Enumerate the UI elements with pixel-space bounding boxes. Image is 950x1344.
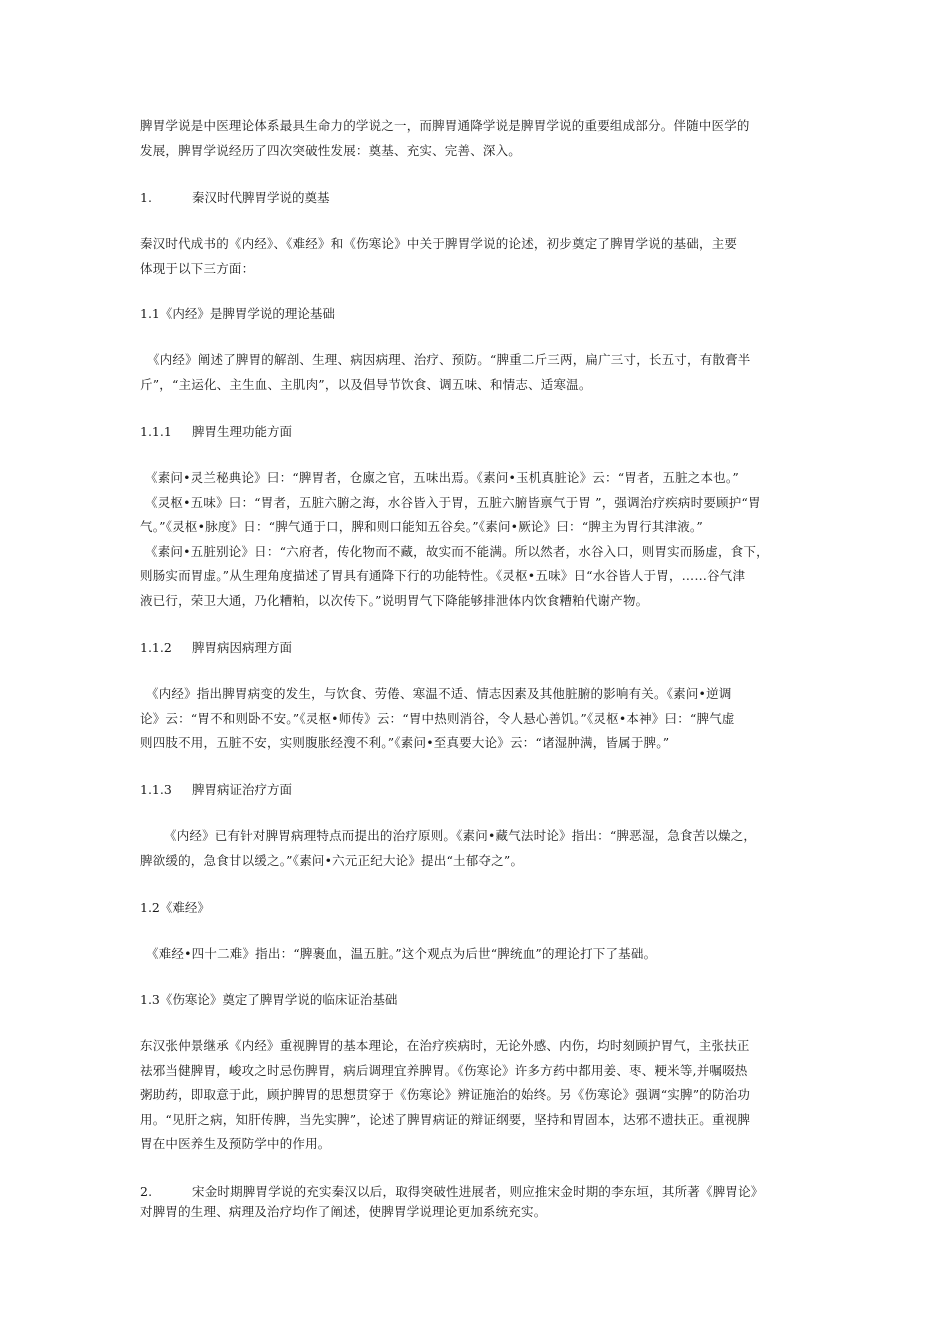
text-line: 《灵枢•五味》曰：“胃者，五脏六腑之海，水谷皆入于胃，五脏六腑皆禀气于胃 ”，强调治疗疾病时要顾护“胃 bbox=[145, 494, 761, 510]
neijing-paragraph bbox=[140, 348, 837, 397]
section-heading-1-2 bbox=[140, 896, 210, 920]
text-line: 脾欲缓的，急食甘以缓之。”《素问•六元正纪大论》提出“土郁夺之”。 bbox=[140, 852, 524, 868]
heading-text: 脾胃病证治疗方面 bbox=[192, 782, 293, 797]
text-line: 则四肢不用，五脏不安，实则腹胀经溲不利。”《素问•至真要大论》云：“诸湿肿满，皆属于脾。” bbox=[140, 735, 670, 750]
text-line: 祛邪当健脾胃，峻攻之时忌伤脾胃，病后调理宜养脾胃。《伤寒论》许多方药中都用姜、枣、粳米等,并嘱啜热 bbox=[140, 1062, 748, 1078]
section-heading-1-1-2 bbox=[140, 636, 292, 660]
heading-number: 2. bbox=[140, 1184, 153, 1199]
pathology-paragraph bbox=[140, 682, 836, 756]
section-heading-1-1-3 bbox=[140, 778, 292, 802]
text-line: 则肠实而胃虚。”从生理角度描述了胃具有通降下行的功能特性。《灵枢•五味》日“水谷皆人于胃，……谷气津 bbox=[140, 568, 746, 583]
text-line: 东汉张仲景继承《内经》重视脾胃的基本理论，在治疗疾病时，无论外感、内伤，均时刻顾护胃气，主张扶正 bbox=[140, 1038, 750, 1053]
text-line: 《素问•灵兰秘典论》曰：“脾胃者，仓廪之官，五味出焉。《素问•玉机真脏论》云：“胃者，五脏之本也。” bbox=[145, 470, 739, 485]
text-line: 胃在中医养生及预防学中的作用。 bbox=[140, 1136, 331, 1151]
intro-paragraph bbox=[140, 114, 830, 163]
heading-number: 1.1.3 bbox=[140, 782, 172, 797]
section-heading-1-1 bbox=[140, 302, 335, 326]
text-line: 体现于以下三方面： bbox=[140, 260, 255, 276]
treatment-paragraph bbox=[140, 824, 830, 873]
nanjing-paragraph bbox=[146, 942, 836, 967]
heading-text: 脾胃生理功能方面 bbox=[192, 424, 293, 439]
heading-number: 1. bbox=[140, 190, 152, 205]
physiology-paragraph bbox=[140, 466, 835, 613]
heading-text: 秦汉时代脾胃学说的奠基 bbox=[192, 190, 330, 205]
text-line: 《素问•五脏别论》日：“六府者，传化物而不藏，故实而不能满。所以然者，水谷入口，则胃实而肠虚，食下， bbox=[145, 543, 769, 559]
text-line: 论》云：“胃不和则卧不安。”《灵枢•师传》云：“胃中热则消谷，令人悬心善饥。”《灵枢•本神》曰：“脾气虚 bbox=[140, 710, 735, 726]
text-line: 用。“见肝之病，知肝传脾，当先实脾”，论述了脾胃病证的辩证纲要，坚持和胃固本，达邪不遗扶正。重视脾 bbox=[140, 1111, 751, 1127]
heading-text: 1.1《内经》是脾胃学说的理论基础 bbox=[140, 306, 335, 321]
shanghan-paragraph bbox=[140, 1034, 830, 1157]
text-line: 粥助药，即取意于此，顾护脾胃的思想贯穿于《伤寒论》辨证施治的始终。另《伤寒论》强调“实脾”的防治功 bbox=[140, 1087, 751, 1102]
songjin-paragraph bbox=[140, 1182, 830, 1222]
text-line: 《难经•四十二难》指出：“脾裹血，温五脏。”这个观点为后世“脾统血”的理论打下了基础。 bbox=[146, 946, 657, 961]
text-line: 秦汉时代成书的《内经》、《难经》和《伤寒论》中关于脾胃学说的论述，初步奠定了脾胃学说的基础，主要 bbox=[140, 236, 738, 251]
section-heading-1-3 bbox=[140, 988, 397, 1012]
heading-number: 1.1.1 bbox=[140, 424, 172, 439]
qinhan-paragraph bbox=[140, 232, 830, 281]
text-line: 《内经》指出脾胃病变的发生，与饮食、劳倦、寒温不适、情志因素及其他脏腑的影响有关。《素问•逆调 bbox=[146, 686, 732, 701]
heading-text: 1.2《难经》 bbox=[140, 900, 210, 915]
heading-text: 脾胃病因病理方面 bbox=[192, 640, 293, 655]
section-heading-1 bbox=[140, 186, 330, 210]
text-line: 对脾胃的生理、病理及治疗均作了阐述，使脾胃学说理论更加系统充实。 bbox=[140, 1204, 547, 1219]
text-line: 发展，脾胃学说经历了四次突破性发展：奠基、充实、完善、深入。 bbox=[140, 142, 522, 158]
text-line: 液已行，荣卫大通，乃化糟粕，以次传下。”说明胃气下降能够排泄体内饮食糟粕代谢产物。 bbox=[140, 592, 649, 608]
text-line: 《内经》已有针对脾胃病理特点而提出的治疗原则。《素问•藏气法时论》指出：“脾恶湿，急食苦以燥之， bbox=[164, 828, 757, 843]
heading-text: 宋金时期脾胃学说的充实秦汉以后，取得突破性进展者，则应推宋金时期的李东垣，其所著《脾胃论》 bbox=[192, 1184, 764, 1199]
text-line bbox=[140, 1182, 830, 1202]
text-line: 斤”，“主运化、主生血、主肌肉”，以及倡导节饮食、调五味、和情志、适寒温。 bbox=[140, 376, 592, 392]
heading-number: 1.1.2 bbox=[140, 640, 172, 655]
section-heading-1-1-1 bbox=[140, 420, 292, 444]
text-line: 《内经》阐述了脾胃的解剖、生理、病因病理、治疗、预防。“脾重二斤三两，扁广三寸，长五寸，有散膏半 bbox=[147, 352, 751, 367]
text-line: 脾胃学说是中医理论体系最具生命力的学说之一，而脾胃通降学说是脾胃学说的重要组成部分。伴随中医学的 bbox=[140, 118, 750, 133]
heading-text: 1.3《伤寒论》奠定了脾胃学说的临床证治基础 bbox=[140, 992, 398, 1007]
text-line: 气。”《灵枢•脉度》日：“脾气通于口，脾和则口能知五谷矣。”《素问•厥论》曰：“脾主为胃行其津液。” bbox=[140, 519, 703, 534]
